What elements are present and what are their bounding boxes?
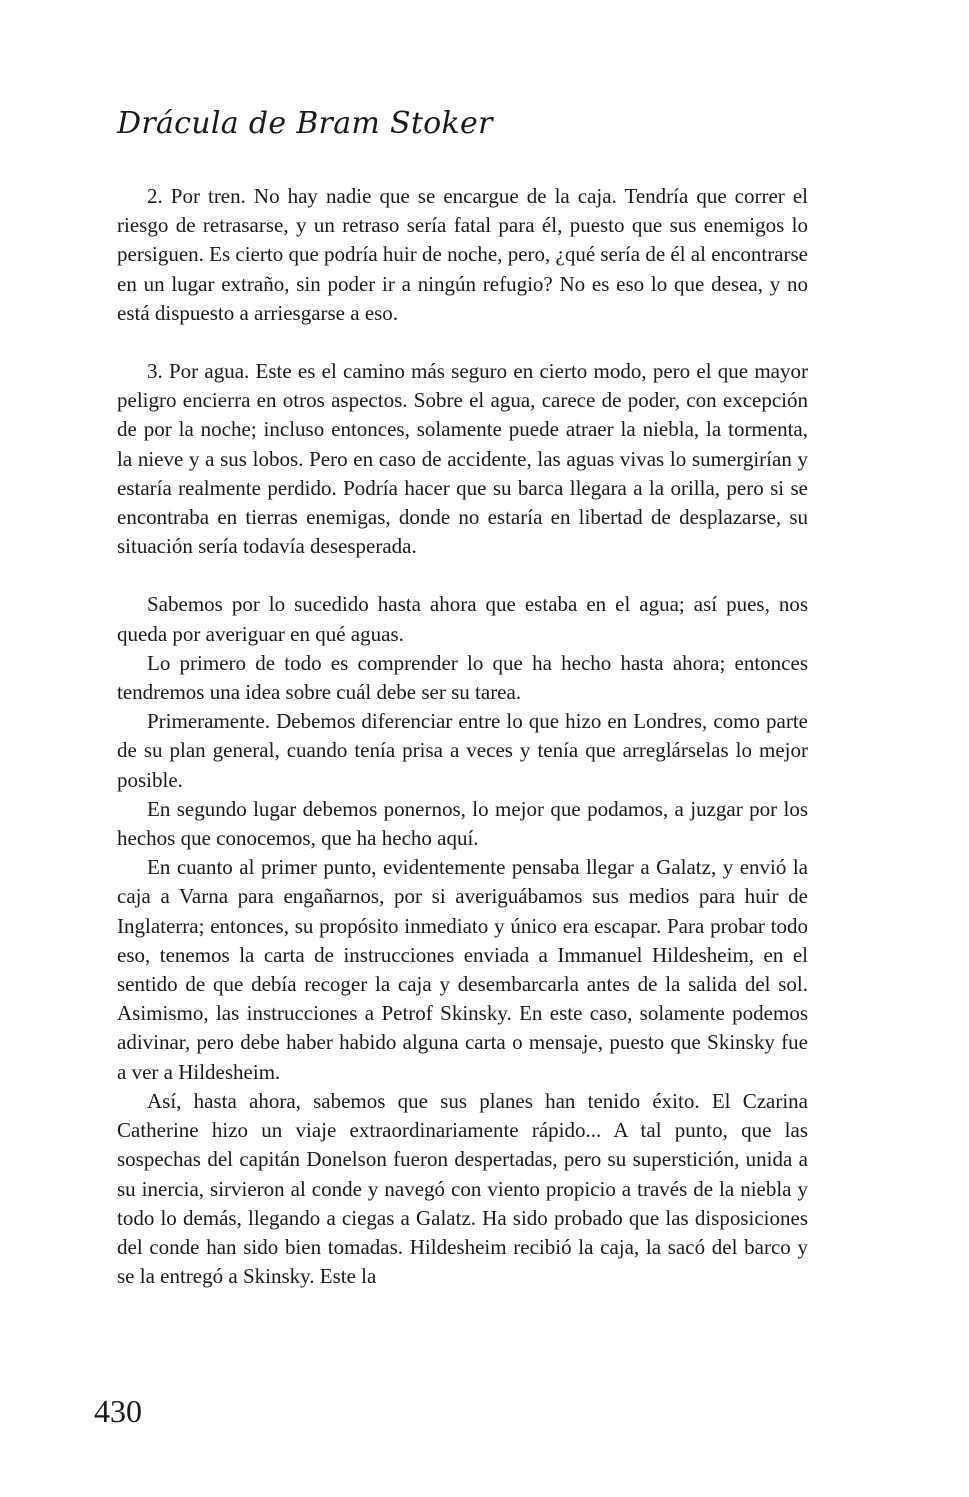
body-text: [117, 182, 808, 1291]
paragraph: En segundo lugar debemos ponernos, lo mejor que podamos, a juzgar por los hechos que conocemos, que ha hecho aquí.: [117, 796, 808, 851]
page-number: 430: [94, 1393, 142, 1429]
paragraph: Primeramente. Debemos diferenciar entre lo que hizo en Londres, como parte de su plan general, cuando tenía prisa a veces y tenía que arreglárselas lo mejor posible.: [117, 709, 808, 792]
paragraph: 3. Por agua. Este es el camino más seguro en cierto modo, pero el que mayor peligro encierra en otros aspectos. Sobre el agua, carece de poder, con excepción de por la noche; incluso entonces, solamente puede atraer la niebla, la tormenta, la nieve y a sus lobos. Pero en caso de accidente, las aguas vivas lo sumergirían y estaría realmente perdido. Podría hacer que su barca llegara a la orilla, pero si se encontraba en tierras enemigas, donde no estaría en libertad de desplazarse, su situación sería todavía desesperada.: [117, 359, 808, 559]
paragraph: Así, hasta ahora, sabemos que sus planes han tenido éxito. El Czarina Catherine hizo un viaje extraordinariamente rápido... A tal punto, que las sospechas del capitán Donelson fueron despertadas, pero su superstición, unida a su inercia, sirvieron al conde y navegó con viento propicio a través de la niebla y todo lo demás, llegando a ciegas a Galatz. Ha sido probado que las disposiciones del conde han sido bien tomadas. Hildesheim recibió la caja, la sacó del barco y se la entregó a Skinsky. Este la: [117, 1088, 808, 1289]
paragraph: Lo primero de todo es comprender lo que ha hecho hasta ahora; entonces tendremos una idea sobre cuál debe ser su tarea.: [117, 650, 808, 705]
running-header: Drácula de Bram Stoker: [117, 106, 493, 141]
paragraph: En cuanto al primer punto, evidentemente pensaba llegar a Galatz, y envió la caja a Varna para engañarnos, por si averiguábamos sus medios para huir de Inglaterra; entonces, su propósito inmediato y único era escapar. Para probar todo eso, tenemos la carta de instrucciones enviada a Immanuel Hildesheim, en el sentido de que debía recoger la caja y desembarcarla antes de la salida del sol. Asimismo, las instrucciones a Petrof Skinsky. En este caso, solamente podemos adivinar, pero debe haber habido alguna carta o mensaje, puesto que Skinsky fue a ver a Hildesheim.: [117, 855, 808, 1084]
paragraph: 2. Por tren. No hay nadie que se encargue de la caja. Tendría que correr el riesgo de retrasarse, y un retraso sería fatal para él, puesto que sus enemigos lo persiguen. Es cierto que podría huir de noche, pero, ¿qué sería de él al encontrarse en un lugar extraño, sin poder ir a ningún refugio? No es eso lo que desea, y no está dispuesto a arriesgarse a eso.: [117, 184, 808, 325]
paragraph: Sabemos por lo sucedido hasta ahora que estaba en el agua; así pues, nos queda por averiguar en qué aguas.: [117, 592, 808, 646]
